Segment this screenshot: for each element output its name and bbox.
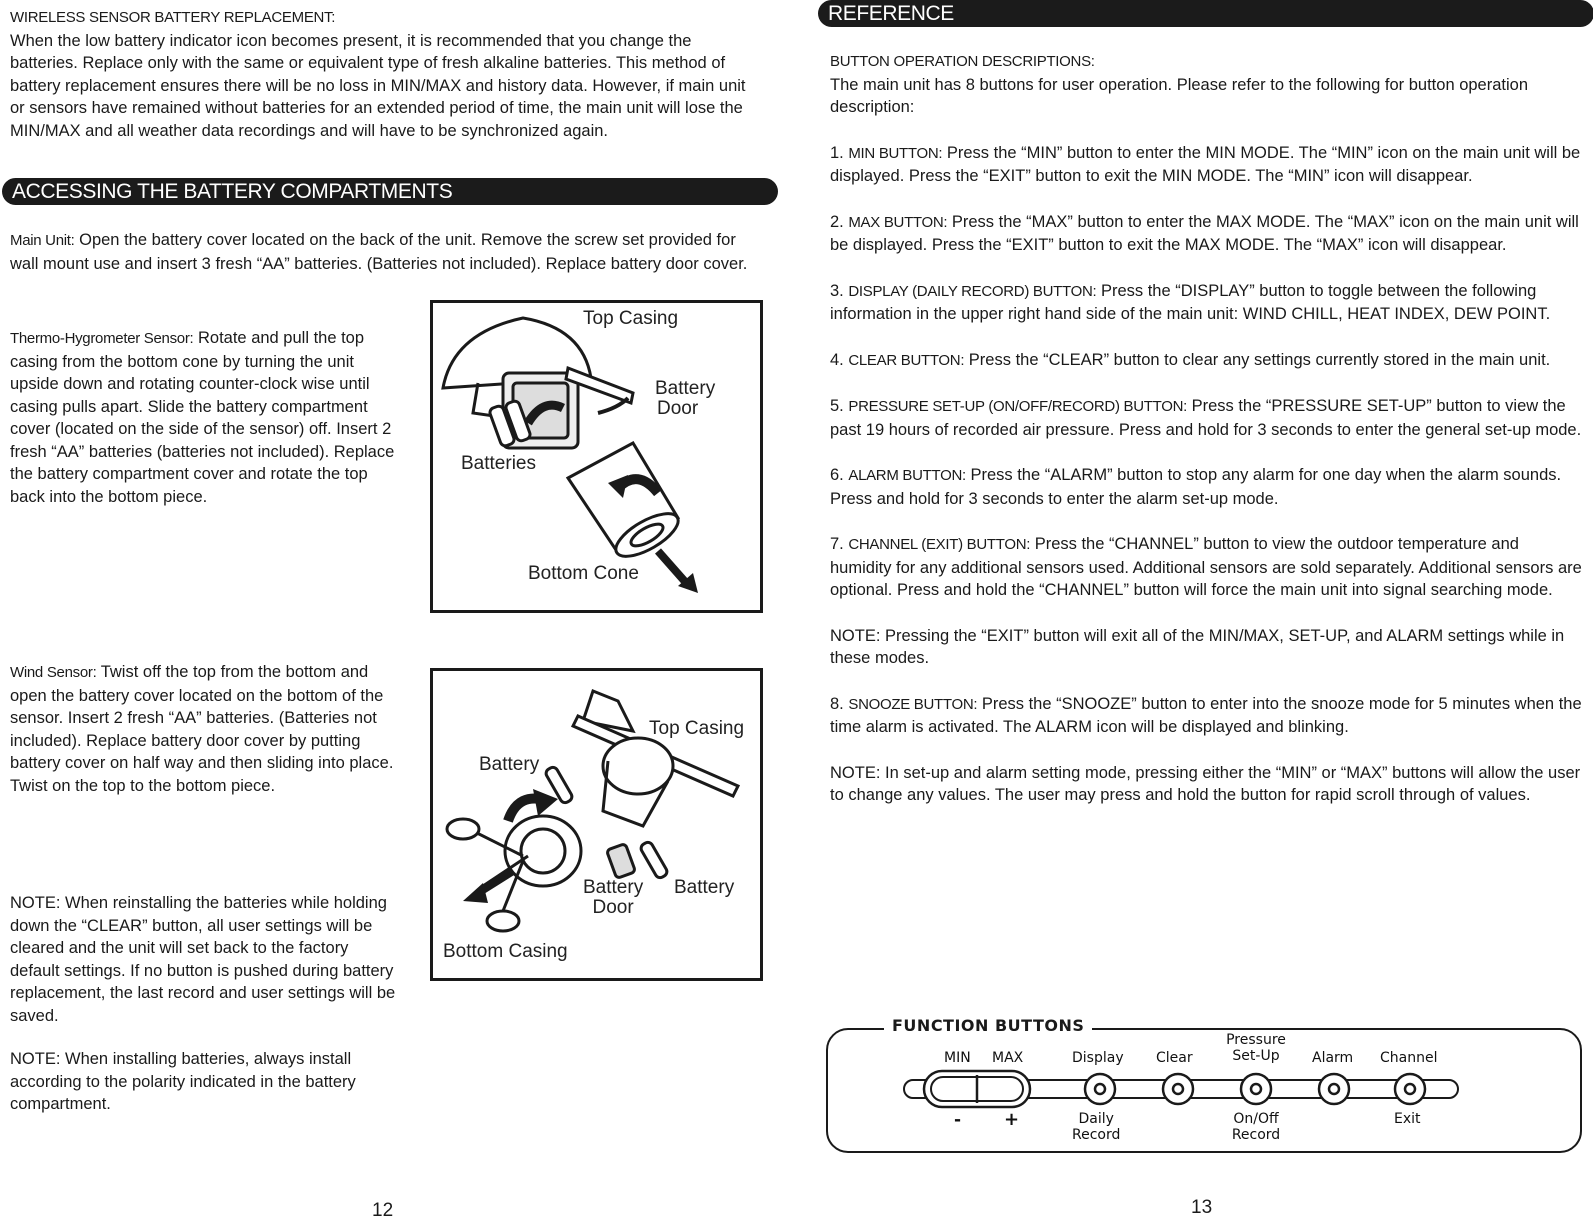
pull-arrow-icon — [658, 551, 688, 585]
button-description-item: 4. CLEAR BUTTON: Press the “CLEAR” button to clear any settings currently stored in the main unit. — [830, 350, 1551, 369]
function-buttons-title: FUNCTION BUTTONS — [884, 1016, 1092, 1035]
figure-wind-sensor — [430, 668, 763, 981]
main-unit-label: Main Unit: — [10, 232, 75, 249]
button-description-item: 5. PRESSURE SET-UP (ON/OFF/RECORD) BUTTON: Press the “PRESSURE SET-UP” button to view the past 19 hours of recorded air pressure. Press and hold for 3 seconds to enter the general set-up mode. — [830, 397, 1582, 439]
daily-record-label: Daily Record — [1072, 1111, 1121, 1143]
button-description-item: 2. MAX BUTTON: Press the “MAX” button to enter the MAX MODE. The “MAX” icon on the main unit will be displayed. Press the “EXIT” button to exit the MAX MODE. The “MAX” icon will disappear. — [830, 212, 1579, 254]
button-description-item: 1. MIN BUTTON: Press the “MIN” button to enter the MIN MODE. The “MIN” icon on the main unit will be displayed. Press the “EXIT” button to exit the MIN MODE. The “MIN” icon will disappear. — [830, 143, 1581, 185]
onoff-record-label: On/Off Record — [1231, 1111, 1281, 1143]
button-description-item: 7. CHANNEL (EXIT) BUTTON: Press the “CHANNEL” button to view the outdoor temperature and humidity for any additional sensors used. Additional sensors are sold separately. Additional sensors are optional. Press and hold the “CHANNEL” button will force the main unit into signal searching mode. — [830, 535, 1582, 599]
clear-button-label[interactable]: Clear — [1156, 1050, 1193, 1066]
intro-heading: BUTTON OPERATION DESCRIPTIONS: — [830, 53, 1095, 70]
fig2-battery-left-label: Battery — [479, 754, 540, 775]
button-description-item: 3. DISPLAY (DAILY RECORD) BUTTON: Press the “DISPLAY” button to toggle between the following information in the upper right hand side of the main unit: WIND CHILL, HEAT INDEX, DEW POINT. — [830, 281, 1551, 323]
wind-label: Wind Sensor: — [10, 664, 97, 681]
section-title-reference: REFERENCE — [828, 2, 954, 25]
figure-thermo-hygrometer — [430, 300, 763, 613]
section-bar-accessing — [2, 178, 778, 205]
display-button-label[interactable]: Display — [1072, 1050, 1124, 1066]
wireless-body: When the low battery indicator icon becomes present, it is recommended that you change the batteries. Replace only with the same or equivalent type of fresh alkaline batteries. This method of battery replacement ensures there will be no loss in MIN/MAX and history data. However, if main unit or sensors have remained without batteries for an extended period of time, the main unit will lose the MIN/MAX and all weather data recordings and will have to be synchronized again. — [10, 31, 746, 140]
plus-label: + — [1004, 1109, 1020, 1130]
max-button-label[interactable]: MAX — [992, 1050, 1024, 1066]
thermo-label: Thermo-Hygrometer Sensor: — [10, 330, 194, 347]
fig2-battery-right-label: Battery — [674, 877, 735, 898]
fig1-battery-door-label: Battery Door — [655, 378, 716, 419]
fig1-batteries-label: Batteries — [461, 453, 536, 474]
thermo-paragraph — [10, 327, 400, 508]
exit-label: Exit — [1394, 1111, 1421, 1127]
note-reinstall: NOTE: When reinstalling the batteries while holding down the “CLEAR” button, all user settings will be cleared and the unit will set back to the factory default settings. If no button is pushed during battery replacement, the last record and user settings will be saved. — [10, 894, 396, 1025]
fig2-bottom-casing-label: Bottom Casing — [443, 941, 568, 962]
fig2-top-casing-label: Top Casing — [649, 718, 745, 739]
section-title-accessing: ACCESSING THE BATTERY COMPARTMENTS — [12, 180, 453, 203]
fig2-battery-door-label: Battery Door — [583, 877, 644, 918]
button-descriptions-list — [830, 142, 1582, 602]
wind-paragraph — [10, 661, 400, 797]
wireless-heading: WIRELESS SENSOR BATTERY REPLACEMENT: — [10, 9, 336, 26]
min-button-label[interactable]: MIN — [944, 1050, 971, 1066]
intro-body: The main unit has 8 buttons for user operation. Please refer to the following for button operation description: — [830, 75, 1529, 116]
fig1-bottom-cone-label: Bottom Cone — [528, 563, 639, 584]
page-number-left: 12 — [372, 1200, 394, 1221]
pressure-setup-button-label[interactable]: Pressure Set-Up — [1226, 1032, 1286, 1064]
alarm-button-label[interactable]: Alarm — [1312, 1050, 1354, 1066]
function-buttons-panel — [826, 1016, 1582, 1153]
minus-label: - — [954, 1110, 962, 1130]
main-unit-body: Open the battery cover located on the back of the unit. Remove the screw set provided for wall mount use and insert 3 fresh “AA” batteries. (Batteries not included). Replace battery door cover. — [10, 231, 748, 273]
wind-body: Twist off the top from the bottom and open the battery cover located on the bottom of the sensor. Insert 2 fresh “AA” batteries. (Batteries not included). Replace battery door cover by putting battery cover on half way and then sliding into place. Twist on the top to the bottom piece. — [10, 663, 394, 795]
reference-body — [830, 50, 1582, 830]
page-number-right: 13 — [1191, 1197, 1213, 1218]
button-rail — [828, 1030, 1580, 1151]
item-snooze: 8. SNOOZE BUTTON: Press the “SNOOZE” button to enter into the snooze mode for 5 minutes when the time alarm is activated. The ALARM icon will be displayed and blinking. — [830, 694, 1582, 736]
wireless-section — [10, 6, 760, 142]
note-exit: NOTE: Pressing the “EXIT” button will exit all of the MIN/MAX, SET-UP, and ALARM settings while in these modes. — [830, 626, 1565, 667]
button-description-item: 6. ALARM BUTTON: Press the “ALARM” button to stop any alarm for one day when the alarm sounds. Press and hold for 3 seconds to enter the alarm set-up mode. — [830, 466, 1562, 508]
note-polarity: NOTE: When installing batteries, always install according to the polarity indicated in the battery compartment. — [10, 1050, 356, 1113]
note-setup: NOTE: In set-up and alarm setting mode, pressing either the “MIN” or “MAX” buttons will allow the user to change any values. The user may press and hold the button for rapid scroll through of values. — [830, 763, 1581, 804]
main-unit-paragraph — [10, 229, 762, 275]
section-bar-reference — [818, 0, 1593, 27]
channel-button-label[interactable]: Channel — [1380, 1050, 1438, 1066]
thermo-body: Rotate and pull the top casing from the bottom cone by turning the unit upside down and rotating counter-clock wise until casing pulls apart. Slide the battery compartment cover (located on the side of the sensor) off. Insert 2 fresh “AA” batteries (batteries not included). Replace the battery compartment cover and rotate the top back into the bottom piece. — [10, 329, 395, 506]
fig1-top-casing-label: Top Casing — [583, 308, 679, 329]
